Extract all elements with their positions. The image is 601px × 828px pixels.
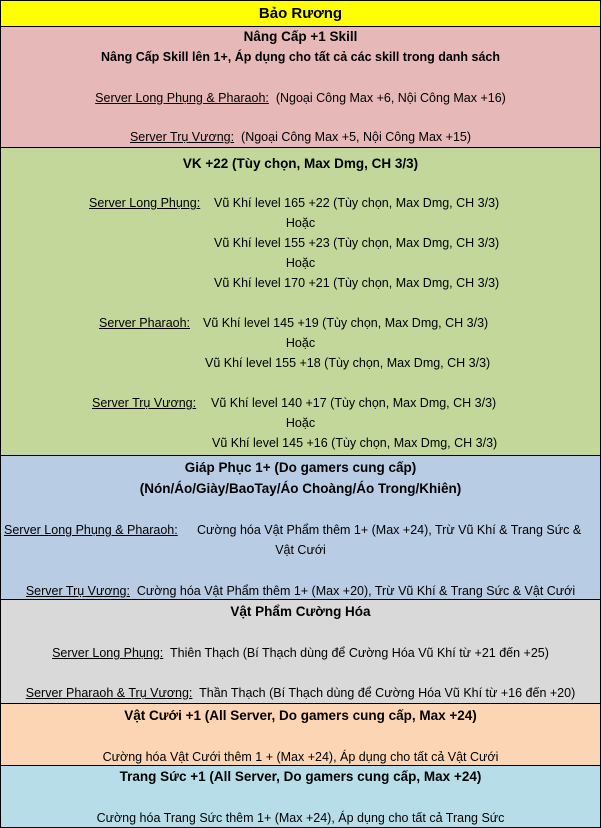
server-row xyxy=(1,583,600,599)
server-detail: Thần Thạch (Bí Thạch dùng để Cường Hóa Vũ Khí từ +16 đến +20) xyxy=(199,686,576,700)
section-heading-items: (Nón/Áo/Giày/BaoTay/Áo Choàng/Áo Trong/Khiên) xyxy=(139,481,462,496)
server-detail: (Ngoại Công Max +6, Nội Công Max +16) xyxy=(275,91,506,105)
server-label: Server Pharaoh: xyxy=(99,316,191,330)
section-heading: Trang Sức +1 (All Server, Do gamers cung cấp, Max +24) xyxy=(119,769,482,784)
section-heading: Nâng Cấp +1 Skill xyxy=(243,29,358,44)
weapon-option: Vũ Khí level 155 +18 (Tùy chọn, Max Dmg, CH 3/3) xyxy=(205,356,491,370)
server-label: Server Trụ Vương: xyxy=(129,130,235,144)
section-wedding-item xyxy=(1,704,600,766)
weapon-option: Vũ Khí level 145 +19 (Tùy chọn, Max Dmg, CH 3/3) xyxy=(203,316,489,330)
weapon-option: Vũ Khí level 165 +22 (Tùy chọn, Max Dmg, CH 3/3) xyxy=(214,196,500,210)
server-row xyxy=(1,90,600,106)
server-detail: (Ngoại Công Max +5, Nội Công Max +15) xyxy=(241,130,472,144)
server-row xyxy=(1,129,600,145)
section-heading: Giáp Phục 1+ (Do gamers cung cấp) xyxy=(184,460,417,475)
section-enhance-items xyxy=(1,600,600,704)
section-jewelry xyxy=(1,766,600,827)
server-label: Server Trụ Vương: xyxy=(25,584,130,598)
section-armor xyxy=(1,456,600,600)
server-label: Server Trụ Vương: xyxy=(92,396,197,410)
server-detail: Thiên Thạch (Bí Thạch dùng để Cường Hóa Vũ Khí từ +21 đến +25) xyxy=(170,646,549,660)
server-label: Server Long Phụng & Pharaoh: xyxy=(95,91,269,105)
or-label: Hoặc xyxy=(285,216,316,230)
server-detail: Cường hóa Vật Phẩm thêm 1+ (Max +24), Trừ Vũ Khí & Trang Sức & xyxy=(197,523,582,537)
section-weapon xyxy=(1,148,600,456)
or-label: Hoặc xyxy=(285,256,316,270)
server-detail-cont: Vật Cưới xyxy=(275,543,326,557)
or-label: Hoặc xyxy=(285,336,316,350)
server-label: Server Long Phụng: xyxy=(89,196,201,210)
section-heading: VK +22 (Tùy chọn, Max Dmg, CH 3/3) xyxy=(182,156,419,171)
weapon-option: Vũ Khí level 170 +21 (Tùy chọn, Max Dmg, CH 3/3) xyxy=(214,276,500,290)
server-row xyxy=(1,645,600,661)
section-text: Cường hóa Trang Sức thêm 1+ (Max +24), Áp dụng cho tất cả Trang Sức xyxy=(96,811,505,825)
section-skill-upgrade xyxy=(1,27,600,148)
or-label: Hoặc xyxy=(285,416,316,430)
server-label: Server Pharaoh & Trụ Vương: xyxy=(25,686,193,700)
section-heading: Vật Cưới +1 (All Server, Do gamers cung cấp, Max +24) xyxy=(124,708,477,723)
weapon-option: Vũ Khí level 140 +17 (Tùy chọn, Max Dmg, CH 3/3) xyxy=(211,396,497,410)
page-title: Bảo Rương xyxy=(1,1,600,27)
weapon-option: Vũ Khí level 155 +23 (Tùy chọn, Max Dmg, CH 3/3) xyxy=(214,236,500,250)
section-heading: Vật Phẩm Cường Hóa xyxy=(230,604,371,619)
section-subheading: Nâng Cấp Skill lên 1+, Áp dụng cho tất cả các skill trong danh sách xyxy=(100,50,501,64)
weapon-option: Vũ Khí level 145 +16 (Tùy chọn, Max Dmg, CH 3/3) xyxy=(212,436,498,450)
server-row xyxy=(1,685,600,701)
server-detail: Cường hóa Vật Phẩm thêm 1+ (Max +20), Trừ Vũ Khí & Trang Sức & Vật Cưới xyxy=(136,584,576,598)
section-text: Cường hóa Vật Cưới thêm 1 + (Max +24), Áp dụng cho tất cả Vật Cưới xyxy=(102,750,499,764)
server-label: Server Long Phụng & Pharaoh: xyxy=(4,523,178,537)
server-label: Server Long Phụng: xyxy=(52,646,164,660)
